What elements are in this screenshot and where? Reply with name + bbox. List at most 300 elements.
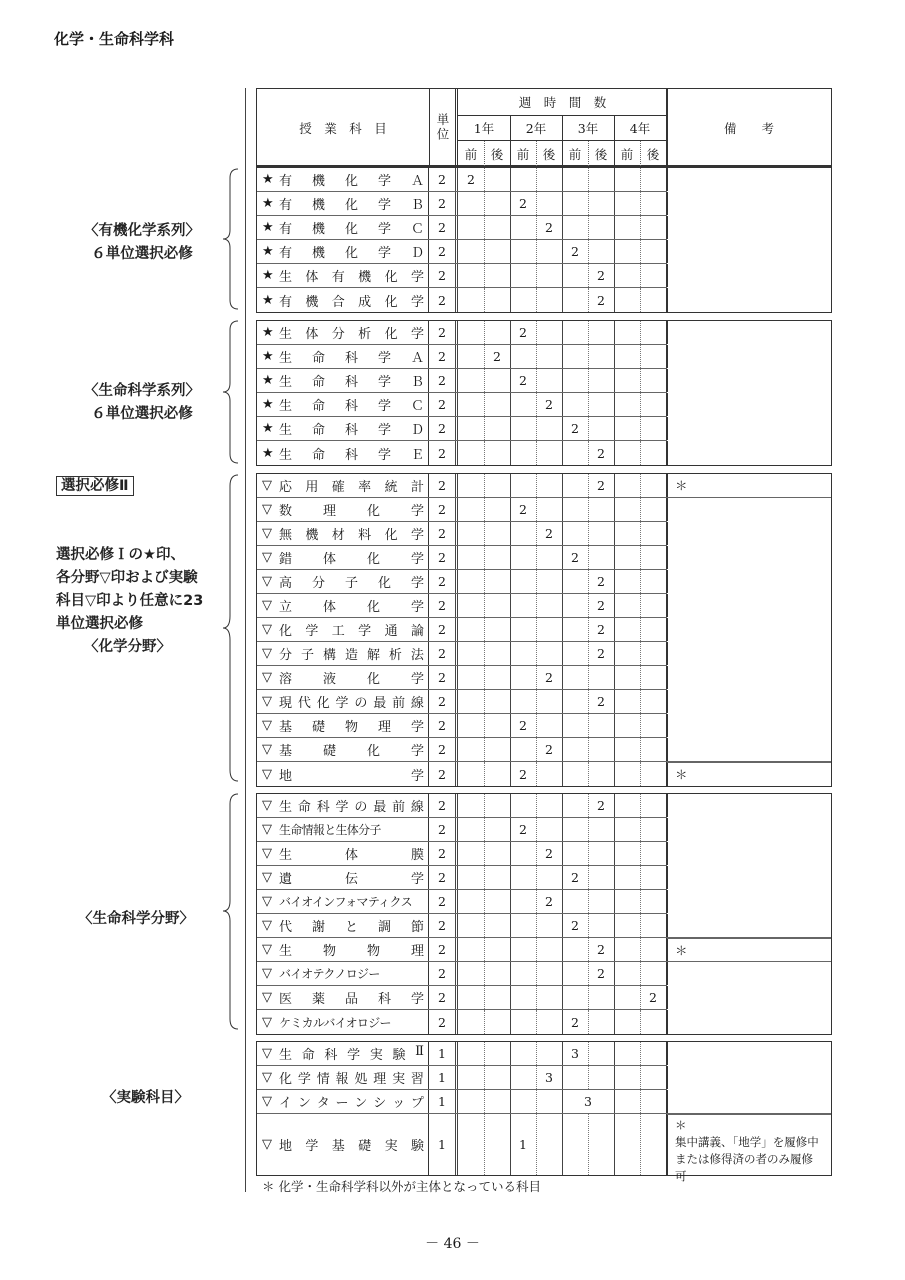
course-block-organic [256,167,832,313]
weekly-hours-cell [458,546,485,569]
weekly-hours-cell [614,168,641,191]
weekly-hours-cell [458,690,485,713]
header-year-4: 4年 [629,120,651,136]
weekly-hours-cell [588,714,615,737]
course-name-cell [257,594,429,617]
weekly-hours-cell [484,938,511,961]
weekly-hours-cell [614,738,641,761]
course-name: バイオインフォマティクス [279,895,412,909]
course-name: 高 分 子 化 学 [279,576,424,591]
course-name: 生 命 科 学 Ｅ [279,447,424,463]
weekly-hours-cell [614,866,641,889]
course-name-cell [257,890,429,913]
weekly-hours-cell [588,666,615,689]
label-line: 〈生命科学分野〉 [78,911,194,927]
weekly-hours-cell [458,842,485,865]
course-unit: 1 [429,1090,458,1113]
course-name: 溶 液 化 学 [279,672,424,687]
course-name: イ ン タ ー ン シ ッ プ [279,1096,424,1111]
weekly-hours-cell [614,369,641,392]
weekly-hours-cell [510,522,537,545]
weekly-hours-cell [588,866,615,889]
label-life-field [78,908,194,931]
weekly-hours-cell [484,594,511,617]
weekly-hours-cell [484,666,511,689]
weekly-hours-cell [484,240,511,263]
weekly-hours-cell [536,417,563,440]
weekly-hours-cell [510,393,537,416]
course-name: 遺 伝 学 [279,872,424,887]
weekly-hours-cell [588,498,615,521]
weekly-hours-cell [536,794,563,817]
weekly-hours-cell [640,818,668,841]
weekly-hours-cell [614,1066,641,1089]
triangle-mark: ▽ [262,718,272,733]
weekly-hours-cell [510,441,537,465]
weekly-hours-cell [484,441,511,465]
weekly-hours-cell: 2 [562,866,589,889]
weekly-hours-cell [458,1010,485,1034]
table-row [257,168,831,192]
weekly-hours-cell [614,216,641,239]
course-name: 医 薬 品 科 学 [279,992,424,1007]
weekly-hours-cell [458,498,485,521]
weekly-hours-cell: 2 [510,369,537,392]
course-unit: 2 [429,264,458,287]
course-name-cell [257,738,429,761]
weekly-hours-cell [562,738,589,761]
star-mark: ★ [262,244,274,259]
weekly-hours-cell [562,842,589,865]
weekly-hours-cell: 2 [510,192,537,215]
weekly-hours-cell [614,1042,641,1065]
label-line: 〈実験科目〉 [102,1090,189,1106]
triangle-mark: ▽ [262,550,272,565]
weekly-hours-cell: 2 [536,666,563,689]
course-name-cell [257,240,429,263]
course-name-cell [257,938,429,961]
triangle-mark: ▽ [262,870,272,885]
weekly-hours-cell [640,168,668,191]
course-name-cell [257,474,429,497]
weekly-hours-cell: 2 [588,938,615,961]
table-row [257,264,831,288]
star-mark: ★ [262,292,274,308]
weekly-hours-cell [640,1042,668,1065]
weekly-hours-cell: 1 [510,1114,537,1175]
course-name: 地 学 [279,768,424,784]
course-name-cell [257,570,429,593]
weekly-hours-cell [458,1114,485,1175]
weekly-hours-cell [536,690,563,713]
header-year-1: 1年 [473,120,495,136]
course-unit: 2 [429,738,458,761]
weekly-hours-cell [588,842,615,865]
weekly-hours-cell [614,321,641,344]
course-unit: 2 [429,594,458,617]
course-block-experiments [256,1041,832,1183]
table-row [257,1010,831,1034]
weekly-hours-cell [484,546,511,569]
course-unit: 2 [429,866,458,889]
course-name: 生 命 科 学 Ａ [279,351,424,366]
weekly-hours-cell: 2 [588,618,615,641]
weekly-hours-cell [536,1042,563,1065]
course-name-cell [257,762,429,786]
triangle-mark: ▽ [262,694,272,709]
weekly-hours-cell [562,818,589,841]
course-name-cell [257,522,429,545]
weekly-hours-cell [614,594,641,617]
page-title: 化学・生命科学科 [54,30,175,48]
table-header [256,88,832,167]
table-row [257,369,831,393]
triangle-mark: ▽ [262,574,272,589]
label-line: ６単位選択必修 [91,246,193,262]
weekly-hours-cell [614,417,641,440]
weekly-hours-cell: 2 [510,762,537,786]
table-row [257,321,831,345]
course-unit: 1 [429,1114,458,1175]
course-unit: 2 [429,474,458,497]
star-mark: ★ [262,397,274,412]
weekly-hours-cell [562,498,589,521]
weekly-hours-cell [458,914,485,937]
weekly-hours-cell [510,866,537,889]
weekly-hours-cell [458,441,485,465]
course-unit: 2 [429,890,458,913]
label-line: ６単位選択必修 [91,406,193,422]
weekly-hours-cell [588,546,615,569]
weekly-hours-cell [614,498,641,521]
weekly-hours-cell [562,1114,589,1175]
weekly-hours-cell [614,842,641,865]
weekly-hours-cell: 2 [588,264,615,287]
triangle-mark: ▽ [262,846,272,861]
weekly-hours-cell [614,818,641,841]
weekly-hours-cell [640,962,668,985]
course-name-cell [257,1066,429,1089]
course-block-chemistry [256,473,832,787]
weekly-hours-cell [614,986,641,1009]
course-unit: 2 [429,714,458,737]
weekly-hours-cell [458,938,485,961]
weekly-hours-cell [458,570,485,593]
weekly-hours-cell [640,762,668,786]
weekly-hours-cell [562,393,589,416]
weekly-hours-cell [484,618,511,641]
course-unit: 2 [429,546,458,569]
triangle-mark: ▽ [262,766,272,782]
star-mark: ★ [262,421,274,436]
weekly-hours-cell [510,216,537,239]
course-unit: 2 [429,321,458,344]
course-unit: 2 [429,962,458,985]
weekly-hours-cell [588,1114,615,1175]
weekly-hours-cell [510,570,537,593]
weekly-hours-cell [536,986,563,1009]
course-block-life-series [256,320,832,466]
course-name-cell [257,393,429,416]
course-name-cell [257,192,429,215]
weekly-hours-cell [588,417,615,440]
star-mark: ★ [262,373,274,388]
remark: ＊ 集中講義、「地学」を履修中 または修得済の者のみ履修可 [667,1114,831,1175]
triangle-mark: ▽ [262,478,272,493]
table-row [257,962,831,986]
weekly-hours-cell [562,666,589,689]
weekly-hours-cell [458,216,485,239]
weekly-hours-cell [588,914,615,937]
weekly-hours-cell [614,666,641,689]
table-row [257,690,831,714]
course-name-cell [257,618,429,641]
triangle-mark: ▽ [262,1070,272,1085]
course-unit: 2 [429,818,458,841]
course-unit: 2 [429,240,458,263]
weekly-hours-cell [562,168,589,191]
weekly-hours-cell [510,168,537,191]
weekly-hours-cell [536,168,563,191]
header-weekly-hours: 週 時 間 数 [518,95,607,110]
header-subject: 授 業 科 目 [299,120,387,136]
weekly-hours-cell [510,666,537,689]
triangle-mark: ▽ [262,598,272,613]
weekly-hours-cell: 2 [536,738,563,761]
weekly-hours-cell [562,962,589,985]
label-elective-2 [56,475,134,498]
course-unit: 2 [429,192,458,215]
weekly-hours-cell [640,866,668,889]
weekly-hours-cell [484,417,511,440]
table-row [257,666,831,690]
weekly-hours-cell [562,570,589,593]
star-mark: ★ [262,172,274,187]
weekly-hours-cell [614,570,641,593]
weekly-hours-cell [640,321,668,344]
weekly-hours-cell [640,594,668,617]
triangle-mark: ▽ [262,822,272,837]
weekly-hours-cell [458,1042,485,1065]
weekly-hours-cell [640,1066,668,1089]
weekly-hours-cell [484,393,511,416]
weekly-hours-cell [484,522,511,545]
weekly-hours-cell: 2 [536,522,563,545]
weekly-hours-cell [510,546,537,569]
course-name-cell [257,914,429,937]
weekly-hours-cell [536,1114,563,1175]
weekly-hours-cell [510,345,537,368]
weekly-hours-cell [484,1114,511,1175]
course-name-cell [257,818,429,841]
course-name: 現 代 化 学 の 最 前 線 [279,696,424,711]
margin-rule [245,88,246,1192]
weekly-hours-cell [640,714,668,737]
course-name-cell [257,264,429,287]
label-chemistry [56,544,203,659]
table-row [257,714,831,738]
weekly-hours-cell [458,986,485,1009]
weekly-hours-cell [536,498,563,521]
star-mark: ★ [262,268,274,283]
course-unit: 2 [429,417,458,440]
weekly-hours-cell [536,618,563,641]
weekly-hours-cell [536,642,563,665]
weekly-hours-cell [458,264,485,287]
label-line: 科目▽印より任意に23 [56,593,204,609]
header-sem: 後 [542,146,556,162]
star-mark: ★ [262,325,274,340]
weekly-hours-cell [458,642,485,665]
course-name: 代 謝 と 調 節 [279,920,424,935]
weekly-hours-cell [536,288,563,312]
weekly-hours-cell [614,264,641,287]
weekly-hours-cell [510,794,537,817]
weekly-hours-cell: 2 [510,498,537,521]
weekly-hours-cell [562,1066,589,1089]
weekly-hours-cell [588,522,615,545]
weekly-hours-cell [536,570,563,593]
course-unit: 2 [429,690,458,713]
course-name: 有 機 合 成 化 学 [279,294,424,310]
weekly-hours-cell [458,594,485,617]
table-row [257,938,831,962]
course-name: 生 物 物 理 [279,944,424,959]
weekly-hours-cell [536,1090,563,1113]
weekly-hours-cell [562,522,589,545]
weekly-hours-cell [510,1042,537,1065]
course-unit: 2 [429,642,458,665]
triangle-mark: ▽ [262,966,272,981]
label-experiments [102,1087,189,1110]
weekly-hours-cell [588,890,615,913]
weekly-hours-cell [640,288,668,312]
weekly-hours-cell [640,474,668,497]
course-unit: 1 [429,1066,458,1089]
weekly-hours-cell [640,240,668,263]
weekly-hours-cell [536,345,563,368]
course-unit: 2 [429,168,458,191]
weekly-hours-cell: 2 [588,570,615,593]
weekly-hours-cell [588,345,615,368]
course-name-cell [257,1114,429,1175]
weekly-hours-cell [562,986,589,1009]
weekly-hours-cell [458,522,485,545]
weekly-hours-cell [536,264,563,287]
weekly-hours-cell [640,570,668,593]
weekly-hours-cell [588,1042,615,1065]
weekly-hours-cell [588,1010,615,1034]
weekly-hours-cell [614,288,641,312]
weekly-hours-cell [536,1010,563,1034]
weekly-hours-cell [588,168,615,191]
weekly-hours-cell: 2 [588,288,615,312]
header-sem: 後 [646,146,660,162]
weekly-hours-cell [458,240,485,263]
weekly-hours-cell: 2 [510,714,537,737]
table-row [257,522,831,546]
weekly-hours-cell [614,962,641,985]
weekly-hours-cell: 2 [536,890,563,913]
weekly-hours-cell [640,1114,668,1175]
footnote: ＊ 化学・生命科学科以外が主体となっている科目 [262,1179,541,1194]
course-name: 化 学 工 学 通 論 [279,624,424,639]
weekly-hours-cell: 2 [536,216,563,239]
weekly-hours-cell: 2 [562,417,589,440]
weekly-hours-cell [614,393,641,416]
weekly-hours-cell [640,842,668,865]
weekly-hours-cell [484,738,511,761]
course-unit: 2 [429,441,458,465]
table-row [257,417,831,441]
weekly-hours-cell [640,192,668,215]
header-unit: 単位 [435,113,450,142]
weekly-hours-cell [614,522,641,545]
weekly-hours-cell: 3 [536,1066,563,1089]
weekly-hours-cell: 2 [510,818,537,841]
weekly-hours-cell: 2 [562,240,589,263]
weekly-hours-cell [458,890,485,913]
weekly-hours-cell [562,216,589,239]
weekly-hours-cell [640,522,668,545]
course-unit: 2 [429,794,458,817]
weekly-hours-cell [484,216,511,239]
label-line: 〈有機化学系列〉 [84,223,200,239]
triangle-mark: ▽ [262,942,272,957]
weekly-hours-cell [640,393,668,416]
weekly-hours-cell [536,546,563,569]
weekly-hours-cell [510,842,537,865]
weekly-hours-cell [536,192,563,215]
course-unit: 1 [429,1042,458,1065]
weekly-hours-cell [484,1010,511,1034]
course-name: 化 学 情 報 処 理 実 習 [279,1072,424,1087]
table-row [257,474,831,498]
weekly-hours-cell [640,369,668,392]
weekly-hours-cell [536,474,563,497]
weekly-hours-cell [484,986,511,1009]
course-name-cell [257,666,429,689]
course-name: 生 命 科 学 Ｄ [279,423,424,438]
label-life-series [84,380,200,426]
weekly-hours-cell [562,264,589,287]
weekly-hours-cell [510,962,537,985]
triangle-mark: ▽ [262,894,272,909]
weekly-hours-cell [562,321,589,344]
weekly-hours-cell: 2 [458,168,485,191]
weekly-hours-cell [536,962,563,985]
table-row [257,738,831,762]
weekly-hours-cell [458,818,485,841]
header-sem: 前 [568,146,582,162]
weekly-hours-cell [640,1090,668,1113]
weekly-hours-cell: 2 [562,546,589,569]
weekly-hours-cell [510,240,537,263]
course-name: バイオテクノロジー [279,967,380,981]
weekly-hours-cell [562,474,589,497]
weekly-hours-cell [484,474,511,497]
course-unit: 2 [429,986,458,1009]
remark: ＊ [675,478,688,493]
weekly-hours-cell [614,1090,641,1113]
course-unit: 2 [429,1010,458,1034]
weekly-hours-cell [562,345,589,368]
course-name-cell [257,345,429,368]
course-unit: 2 [429,842,458,865]
course-unit: 2 [429,369,458,392]
weekly-hours-cell [640,345,668,368]
weekly-hours-cell [588,216,615,239]
